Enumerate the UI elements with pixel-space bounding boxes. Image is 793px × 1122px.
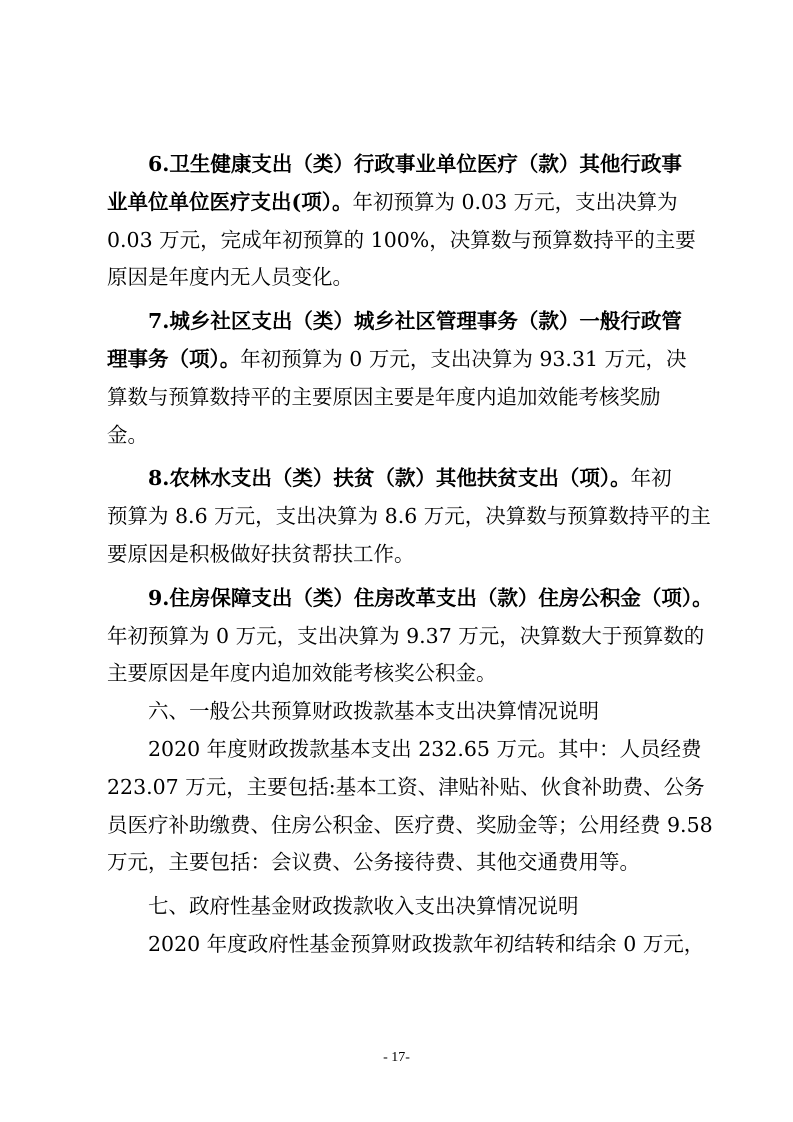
item-7-line-4: 金。: [107, 422, 148, 447]
paragraph-item-7: [107, 303, 693, 454]
item-6-text: 年初预算为 0.03 万元，支出决算为: [352, 189, 678, 214]
item-9-line-2: 年初预算为 0 万元，支出决算为 9.37 万元，决算数大于预算数的: [107, 623, 705, 648]
item-7-text: 年初预算为 0 万元，支出决算为 93.31 万元，决: [240, 346, 687, 371]
paragraph-item-6: [107, 146, 696, 297]
section-6-line-2: 223.07 万元，主要包括:基本工资、津贴补贴、伙食补助费、公务: [107, 774, 705, 799]
item-9-title-line: 9.住房保障支出（类）住房改革支出（款）住房公积金（项）。: [148, 585, 713, 610]
item-6-title-end: 业单位单位医疗支出(项）。: [107, 189, 353, 214]
section-6-heading: 六、一般公共预算财政拨款基本支出决算情况说明: [148, 699, 599, 724]
item-6-line-3: 0.03 万元，完成年初预算的 100%，决算数与预算数持平的主要: [107, 227, 696, 252]
section-7: [107, 888, 705, 964]
item-8-title: 8.农林水支出（类）扶贫（款）其他扶贫支出（项）。: [148, 466, 631, 491]
section-7-heading: 七、政府性基金财政拨款收入支出决算情况说明: [148, 894, 579, 919]
item-7-line-3: 算数与预算数持平的主要原因主要是年度内追加效能考核奖励: [107, 384, 661, 409]
item-7-title-end: 理事务（项）。: [107, 346, 241, 371]
page-number: - 17-: [383, 1050, 410, 1065]
item-9-line-3: 主要原因是年度内追加效能考核奖公积金。: [107, 661, 497, 686]
page-body: [107, 146, 713, 964]
item-6-title-line: 6.卫生健康支出（类）行政事业单位医疗（款）其他行政事: [148, 152, 682, 176]
item-8-line-1: [107, 460, 693, 498]
item-7-line-2: [107, 341, 693, 379]
section-6-line-3: 员医疗补助缴费、住房公积金、医疗费、奖励金等；公用经费 9.58: [107, 812, 713, 837]
section-7-line-1: 2020 年度政府性基金预算财政拨款年初结转和结余 0 万元，: [148, 931, 705, 956]
paragraph-item-8: [107, 460, 711, 573]
item-6-line-4: 原因是年度内无人员变化。: [107, 265, 353, 290]
item-8-text: 年初: [630, 466, 672, 491]
item-8-line-2: 预算为 8.6 万元，支出决算为 8.6 万元，决算数与预算数持平的主: [107, 504, 711, 529]
item-7-title-line: 7.城乡社区支出（类）城乡社区管理事务（款）一般行政管: [148, 309, 682, 334]
item-8-line-3: 要原因是积极做好扶贫帮扶工作。: [107, 541, 415, 566]
item-6-line-2: [107, 184, 693, 222]
section-6: [107, 693, 713, 882]
paragraph-item-9: [107, 580, 713, 693]
section-6-line-1: 2020 年度财政拨款基本支出 232.65 万元。其中：人员经费: [148, 736, 702, 761]
section-6-line-4: 万元，主要包括：会议费、公务接待费、其他交通费用等。: [107, 850, 640, 875]
